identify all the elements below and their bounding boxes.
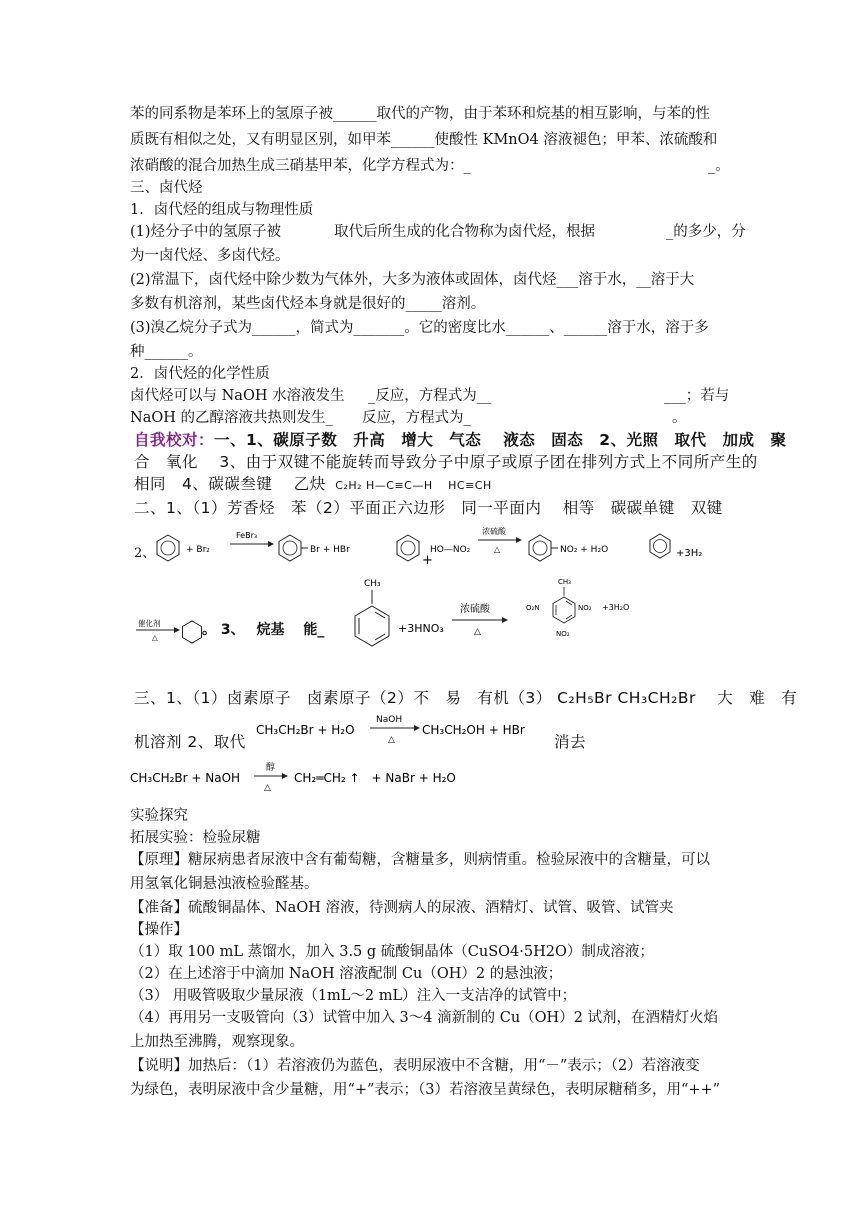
intro-line-3-text: 浓硝酸的混合加热生成三硝基甲苯，化学方程式为：_ xyxy=(130,158,471,174)
principle-line-1: 【原理】糖尿病患者尿液中含有葡萄糖，含糖量多，则病情重。检验尿液中的含糖量，可以 xyxy=(130,852,710,868)
equation-2-line xyxy=(130,760,740,794)
step-1: （1）取 100 mL 蒸馏水，加入 3.5 g 硫酸铜晶体（CuSO4·5H2O）制成溶液； xyxy=(130,944,654,960)
eq2-condition: △ xyxy=(264,783,271,793)
step-4-line-2: 上加热至沸腾，观察现象。 xyxy=(130,1034,304,1050)
question-line-2 xyxy=(130,408,740,428)
eq2-catalyst: 醇 xyxy=(266,763,276,773)
section-3-title: 三、卤代烃 xyxy=(130,180,203,196)
q1-part-b: _反应，方程式为__ xyxy=(368,388,492,404)
section-3-sub-1: 1．卤代烃的组成与物理性质 xyxy=(130,202,314,218)
reaction-prefix: 2、 xyxy=(134,546,156,561)
step-4-line-1: （4）再用另一支吸管向（3）试管中加入 3～4 滴新制的 Cu（OH）2 试剂，在酒精灯火焰 xyxy=(130,1010,719,1026)
q2-part-c: 。 xyxy=(672,410,687,426)
tnt-methyl: CH₃ xyxy=(558,578,571,586)
benzene-ring-icon xyxy=(157,535,179,561)
intro-line-2: 质既有相似之处，又有明显区别，如甲苯______使酸性 KMnO4 溶液褪色；甲苯、浓硫酸和 xyxy=(130,132,718,148)
p1-part-c: _的多少，分 xyxy=(666,224,746,240)
principle-line-2: 用氢氧化铜悬浊液检验醛基。 xyxy=(130,876,319,892)
experiment-subtitle: 拓展实验：检验尿糖 xyxy=(130,830,261,846)
tnt-nitro-bottom: NO₂ xyxy=(556,630,570,638)
paragraph-3-line-2: 种______。 xyxy=(130,344,203,360)
tnt-nitro-left: O₂N xyxy=(526,604,540,612)
r3-hydrogen: +3H₂ xyxy=(676,548,703,559)
reaction-row-2 xyxy=(130,574,740,666)
r2-product: NO₂ + H₂O xyxy=(560,545,609,555)
answer-line-2: 合 氧化 3、由于双键不能旋转而导致分子中原子或原子团在排列方式上不同所产生的 xyxy=(134,453,758,471)
r4-catalyst: 催化剂 xyxy=(138,619,161,628)
paragraph-2-line-2: 多数有机溶剂，某些卤代烃本身就是很好的_____溶剂。 xyxy=(130,296,486,312)
paragraph-3-line-1: (3)溴乙烷分子式为______，简式为_______。它的密度比水______、______溶于水，溶于多 xyxy=(130,320,709,336)
p1-part-b: 取代后所生成的化合物称为卤代烃，根据 xyxy=(334,224,595,240)
r1-product: Br + HBr xyxy=(310,545,350,555)
answer-line-3 xyxy=(134,474,744,496)
tnt-nitro-right: NO₂ xyxy=(578,604,592,612)
intro-line-3 xyxy=(130,156,740,176)
r5-catalyst: 浓硫酸 xyxy=(460,604,490,615)
answer-1d: C₂H₂ H—C≡C—H HC≡CH xyxy=(335,479,492,492)
q1-part-c: ___；若与 xyxy=(664,388,730,404)
eq2-left: CH₃CH₂Br + NaOH xyxy=(130,771,241,785)
benzene-ring-icon xyxy=(397,535,419,561)
q2-part-b: 反应，方程式为_ xyxy=(362,410,471,426)
preparation-line: 【准备】硫酸铜晶体、NaOH 溶液，待测病人的尿液、酒精灯、试管、吸管、试管夹 xyxy=(130,900,674,916)
r4-tail-text: 。 3、 烷基 能_ xyxy=(202,622,325,638)
answer-line-1 xyxy=(134,430,787,450)
note-line-1: 【说明】加热后：（1）若溶液仍为蓝色，表明尿液中不含糖，用“－”表示；（2）若溶液变 xyxy=(130,1058,700,1074)
paragraph-2-line-1: (2)常温下，卤代烃中除少数为气体外，大多为液体或固体，卤代烃___溶于水，__溶于大 xyxy=(130,272,695,288)
q2-part-a: NaOH 的乙醇溶液共热则发生_ xyxy=(130,410,333,426)
intro-line-1: 苯的同系物是苯环上的氢原子被______取代的产物，由于苯环和烷基的相互影响，与苯的性 xyxy=(130,106,710,122)
reaction-row-1-drawing xyxy=(130,520,740,570)
reaction-row-1 xyxy=(130,520,740,570)
eq1-condition: △ xyxy=(388,735,395,745)
equation-2 xyxy=(130,760,530,794)
answer-1a: 一、1、碳原子数 升高 增大 气态 液态 固态 2、光照 取代 加成 聚 xyxy=(214,431,787,449)
self-check-label: 自我校对： xyxy=(134,431,215,449)
eq1-catalyst: NaOH xyxy=(376,715,403,725)
answer-line-6 xyxy=(130,712,740,751)
toluene-ring-icon xyxy=(355,606,389,646)
answer-line-4: 二、1、（1）芳香烃 苯（2）平面正六边形 同一平面内 相等 碳碳单键 双键 xyxy=(134,499,723,517)
answer-1c: 相同 4、碳碳叁键 乙炔 xyxy=(134,475,326,493)
question-line-1 xyxy=(130,386,740,406)
paragraph-1-line-1 xyxy=(130,222,746,242)
r5-reagent: +3HNO₃ xyxy=(398,622,444,635)
r5-water: +3H₂O xyxy=(602,603,630,612)
eq1-left: CH₃CH₂Br + H₂O xyxy=(256,723,355,737)
section-3-sub-2: 2．卤代烃的化学性质 xyxy=(130,366,270,382)
r2-condition: △ xyxy=(494,545,501,554)
answer-line-5: 三、1、（1）卤素原子 卤素原子（2）不 易 有机（3） C₂H₅Br CH₃CH₂Br 大 难 有 xyxy=(134,689,798,707)
intro-line-3-end: _。 xyxy=(708,158,730,174)
eq1-right: CH₃CH₂OH + HBr xyxy=(422,723,525,737)
step-3: （3） 用吸管吸取少量尿液（1mL～2 mL）注入一支洁净的试管中； xyxy=(130,988,577,1004)
paragraph-1-line-2: 为一卤代烃、多卤代烃。 xyxy=(130,248,290,264)
operation-heading: 【操作】 xyxy=(130,922,188,938)
plus-sign: + xyxy=(422,553,433,568)
answer-3b: 机溶剂 2、取代 xyxy=(134,733,246,751)
r5-condition: △ xyxy=(474,627,481,637)
q1-part-a: 卤代烃可以与 NaOH 水溶液发生 xyxy=(130,388,345,404)
equation-1 xyxy=(256,712,676,752)
benzene-ring-icon xyxy=(279,535,301,561)
experiment-title: 实验探究 xyxy=(130,808,188,824)
answer-3c: 消去 xyxy=(554,733,587,751)
note-line-2: 为绿色，表明尿液中含少量糖，用“+”表示；（3）若溶液呈黄绿色，表明尿糖稍多，用“++” xyxy=(130,1082,721,1098)
r1-reagent: + Br₂ xyxy=(186,545,210,555)
r5-methyl: CH₃ xyxy=(364,579,381,589)
step-2: （2）在上述溶于中滴加 NaOH 溶液配制 Cu（OH）2 的悬浊液； xyxy=(130,966,563,982)
p1-part-a: (1)烃分子中的氢原子被 xyxy=(130,224,282,240)
cyclohexane-ring-icon xyxy=(183,621,202,643)
benzene-ring-icon xyxy=(529,535,551,561)
r4-condition: △ xyxy=(152,633,158,642)
eq2-right: CH₂═CH₂ ↑ + NaBr + H₂O xyxy=(294,771,456,785)
tnt-ring-icon xyxy=(553,597,575,623)
benzene-ring-icon xyxy=(650,534,670,558)
r2-reagent: HO—NO₂ xyxy=(430,545,471,555)
r1-catalyst: FeBr₃ xyxy=(236,531,258,540)
r2-catalyst: 浓硫酸 xyxy=(482,527,506,536)
